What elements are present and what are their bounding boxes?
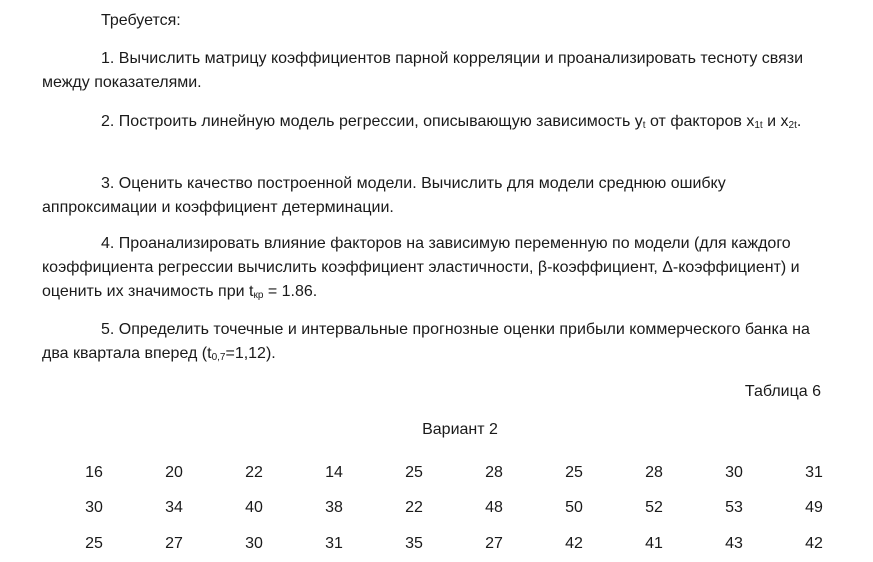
table-cell: 25 — [85, 534, 103, 552]
table-row — [54, 491, 854, 527]
table-cell: 42 — [565, 534, 583, 552]
task-2-sub-x2: 2t — [788, 120, 797, 131]
data-table — [54, 455, 854, 562]
task-2-text-a: 2. Построить линейную модель регрессии, описывающую зависимость y — [101, 113, 643, 130]
table-cell: 34 — [165, 499, 183, 517]
table-cell: 30 — [245, 534, 263, 552]
table-cell: 31 — [805, 463, 823, 481]
variant-title: Вариант 2 — [422, 421, 498, 438]
table-cell: 50 — [565, 499, 583, 517]
table-cell: 30 — [85, 499, 103, 517]
task-5-text-b: =1,12). — [225, 345, 276, 362]
table-cell: 14 — [325, 463, 343, 481]
table-cell: 35 — [405, 534, 423, 552]
table-cell: 16 — [85, 463, 103, 481]
table-cell: 48 — [485, 499, 503, 517]
task-2-text-b: от факторов x — [645, 113, 755, 130]
table-cell: 38 — [325, 499, 343, 517]
table-cell: 42 — [805, 534, 823, 552]
task-2-sub-y: t — [642, 120, 646, 131]
table-cell: 53 — [725, 499, 743, 517]
table-cell: 41 — [645, 534, 663, 552]
table-cell: 28 — [485, 463, 503, 481]
table-cell: 43 — [725, 534, 743, 552]
table-caption: Таблица 6 — [744, 383, 821, 400]
task-1: 1. Вычислить матрицу коэффициентов парной корреляции и проанализировать тесноту связи между показателями. — [42, 50, 804, 91]
task-5 — [42, 318, 832, 366]
table-cell: 25 — [565, 463, 583, 481]
table-cell: 28 — [645, 463, 663, 481]
task-3: 3. Оценить качество построенной модели. Вычислить для модели среднюю ошибку аппроксимации и коэффициент детерминации. — [42, 175, 726, 216]
table-cell: 25 — [405, 463, 423, 481]
task-4-sub-kr: кр — [253, 290, 264, 301]
table-cell: 40 — [245, 499, 263, 517]
table-cell: 22 — [245, 463, 263, 481]
table-cell: 49 — [805, 499, 823, 517]
task-2 — [42, 110, 832, 134]
table-cell: 31 — [325, 534, 343, 552]
task-2-text-c: и x — [762, 113, 789, 130]
table-row — [54, 455, 854, 491]
task-4-text-a: 4. Проанализировать влияние факторов на зависимую переменную по модели (для каждого коэффициента регрессии вычислить коэффициент эластичности, β-коэффициент, Δ-коэффициент) и оценить их значимость при t — [42, 235, 800, 300]
section-heading: Требуется: — [101, 12, 181, 29]
table-cell: 27 — [485, 534, 503, 552]
task-2-text-d: . — [796, 113, 802, 130]
table-cell: 30 — [725, 463, 743, 481]
table-cell: 52 — [645, 499, 663, 517]
task-2-sub-x1: 1t — [754, 120, 763, 131]
task-5-text-a: 5. Определить точечные и интервальные прогнозные оценки прибыли коммерческого банка на два квартала вперед (t — [42, 321, 810, 362]
task-4-text-b: = 1.86. — [263, 283, 318, 300]
table-cell: 22 — [405, 499, 423, 517]
task-5-sub-t: 0,7 — [211, 352, 226, 363]
table-row — [54, 526, 854, 562]
table-cell: 20 — [165, 463, 183, 481]
task-4 — [42, 232, 832, 304]
table-cell: 27 — [165, 534, 183, 552]
